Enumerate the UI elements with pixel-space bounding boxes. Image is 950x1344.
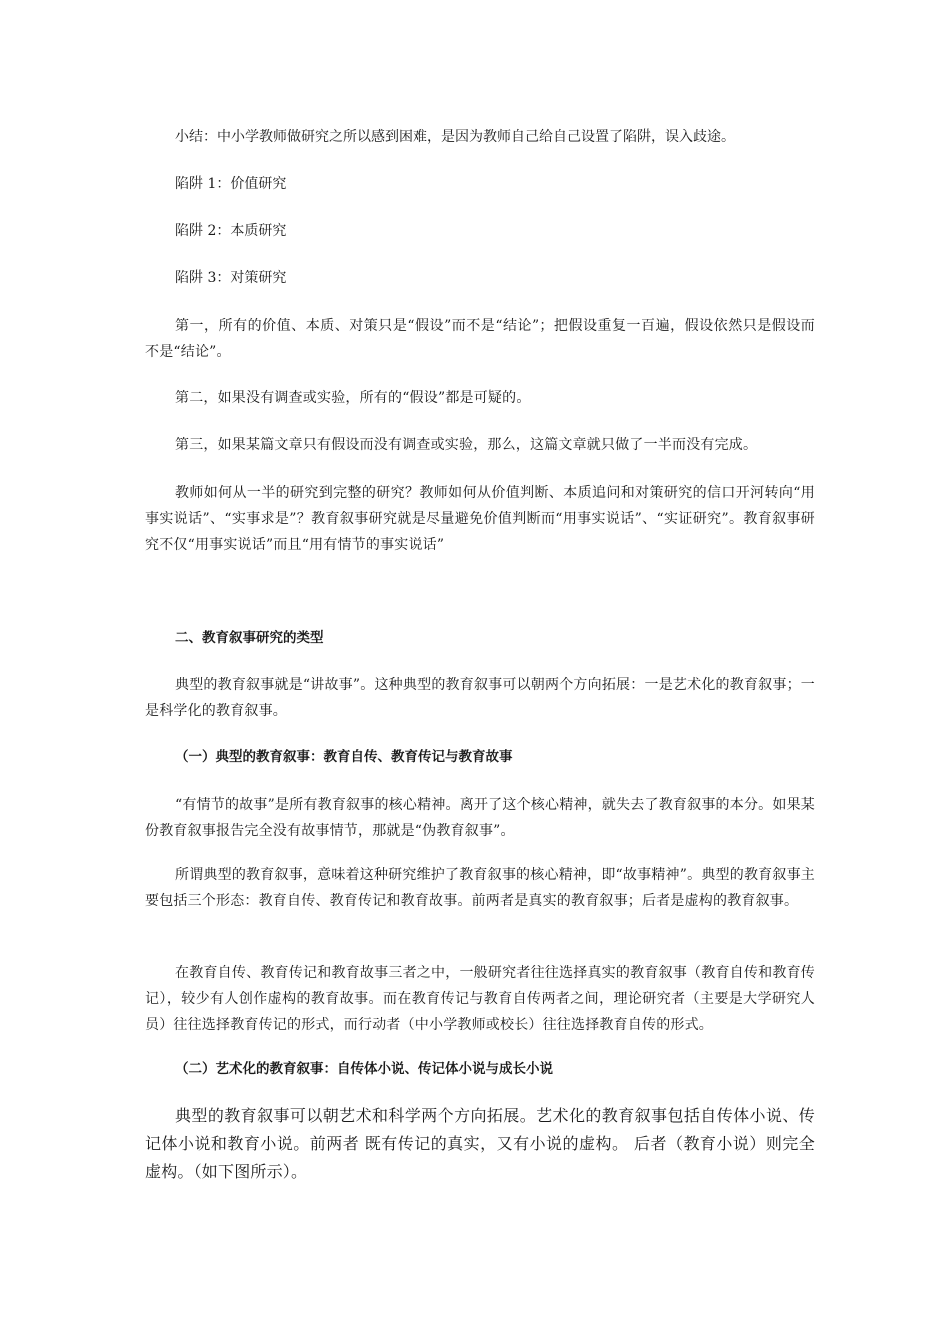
point-third: 第三，如果某篇文章只有假设而没有调查或实验，那么，这篇文章就只做了一半而没有完成。 [175,437,758,453]
summary-paragraph: 小结：中小学教师做研究之所以感到困难，是因为教师自己给自己设置了陷阱，误入歧途。 [175,129,735,145]
section-intro: 典型的教育叙事就是“讲故事”。这种典型的教育叙事可以朝两个方向拓展：一是艺术化的教育叙事；一是科学化的教育叙事。 [145,677,815,719]
point-second: 第二，如果没有调查或实验，所有的“假设”都是可疑的。 [175,390,531,406]
sub2-paragraph: 典型的教育叙事可以朝艺术和科学两个方向拓展。艺术化的教育叙事包括自传体小说、传记体小说和教育小说。前两者 既有传记的真实，又有小说的虚构。 后者（教育小说）则完全虚构。（如下图所示）。 [145,1106,815,1181]
trap-item-2: 陷阱 2：本质研究 [175,223,287,239]
subsection-heading-1: （一）典型的教育叙事：教育自传、教育传记与教育故事 [175,749,513,765]
sub1-paragraph-3: 在教育自传、教育传记和教育故事三者之中，一般研究者往往选择真实的教育叙事（教育自传和教育传记），较少有人创作虚构的教育故事。而在教育传记与教育自传两者之间，理论研究者（主要是大学研究人员）往往选择教育传记的形式，而行动者（中小学教师或校长）往往选择教育自传的形式。 [145,965,815,1033]
section-heading: 二、教育叙事研究的类型 [175,630,324,646]
transition-paragraph: 教师如何从一半的研究到完整的研究？教师如何从价值判断、本质追问和对策研究的信口开河转向“用事实说话”、“实事求是”？教育叙事研究就是尽量避免价值判断而“用事实说话”、“实证研究”。教育叙事研究不仅“用事实说话”而且“用有情节的事实说话” [145,485,815,553]
subsection-heading-2: （二）艺术化的教育叙事：自传体小说、传记体小说与成长小说 [175,1061,553,1077]
sub1-paragraph-2: 所谓典型的教育叙事，意味着这种研究维护了教育叙事的核心精神，即“故事精神”。典型的教育叙事主要包括三个形态：教育自传、教育传记和教育故事。前两者是真实的教育叙事；后者是虚构的教育叙事。 [145,867,815,909]
trap-item-3: 陷阱 3：对策研究 [175,270,287,286]
point-first: 第一，所有的价值、本质、对策只是“假设”而不是“结论”；把假设重复一百遍，假设依然只是假设而不是“结论”。 [145,318,815,360]
sub1-paragraph-1: “有情节的故事”是所有教育叙事的核心精神。离开了这个核心精神，就失去了教育叙事的本分。如果某份教育叙事报告完全没有故事情节，那就是“伪教育叙事”。 [145,797,815,839]
trap-item-1: 陷阱 1：价值研究 [175,176,287,192]
